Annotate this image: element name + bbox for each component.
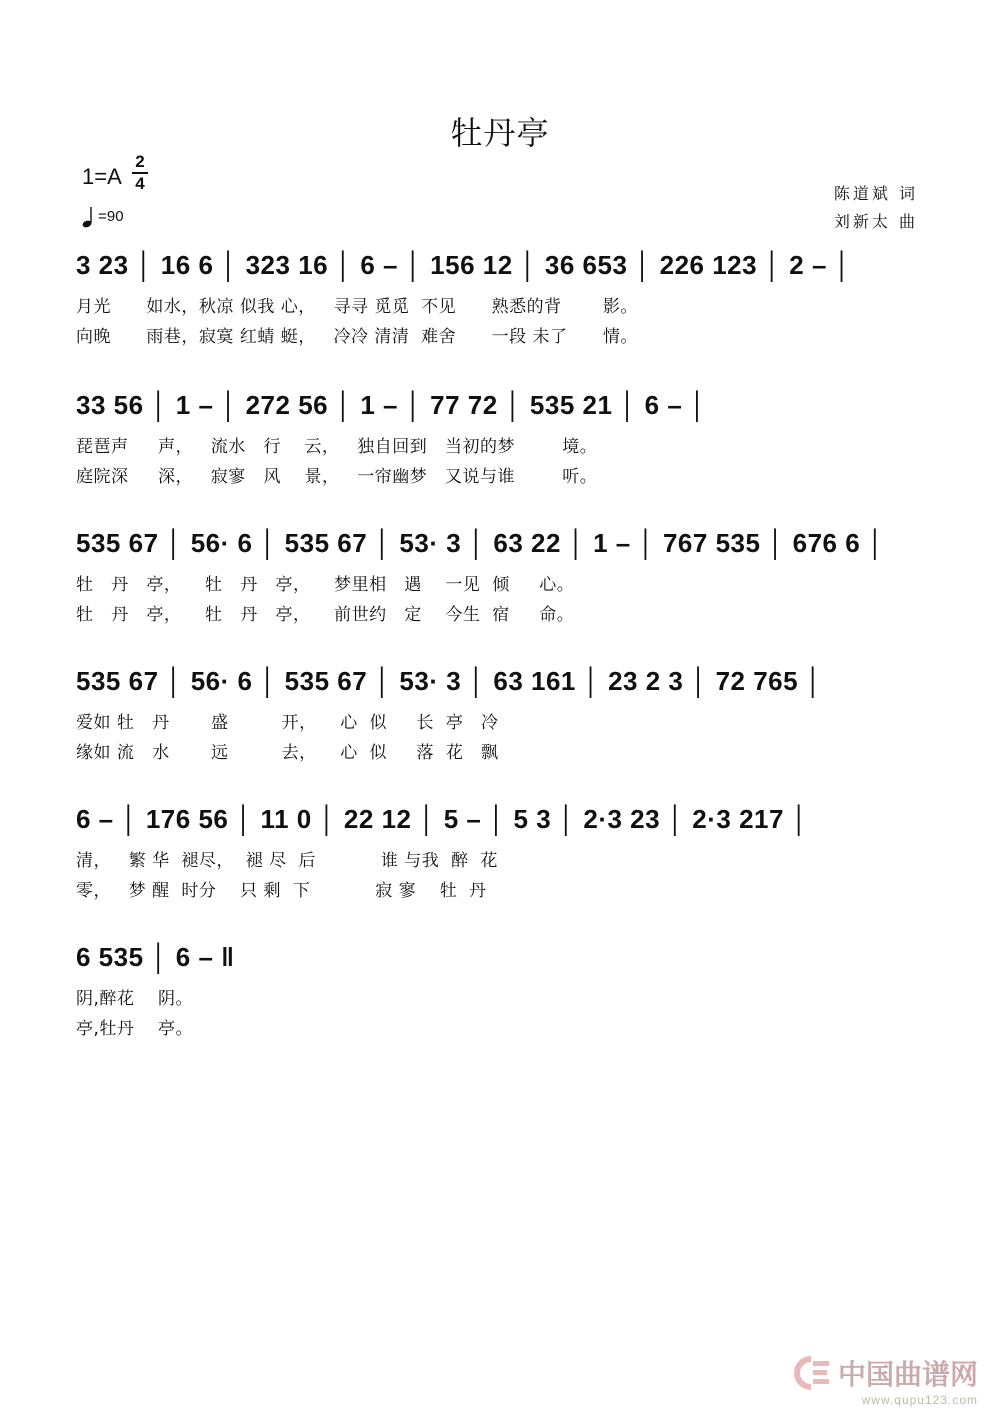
lyrics-verse-1: 爱如 牡 丹 盛 开， 心 似 长 亭 冷 bbox=[76, 713, 499, 733]
lyrics-verse-2: 庭院深 深， 寂寥 风 景， 一帘幽梦 又说与谁 听。 bbox=[76, 467, 598, 487]
score-system-6 bbox=[72, 942, 932, 1042]
watermark-text: 中国曲谱网 bbox=[837, 1358, 978, 1391]
key-signature: 1=A bbox=[82, 164, 122, 189]
score-system-2 bbox=[72, 390, 932, 490]
quarter-note-icon bbox=[82, 206, 94, 228]
lyrics-verse-1: 月光 如水，秋凉 似我 心， 寻寻 觅觅 不见 熟悉的背 影。 bbox=[76, 297, 638, 317]
lyrics-verse-1: 清， 繁 华 褪尽， 褪 尽 后 谁 与我 醉 花 bbox=[76, 851, 498, 871]
time-signature bbox=[130, 152, 150, 194]
meter-bottom: 4 bbox=[135, 174, 145, 193]
lyrics-verse-1: 牡 丹 亭， 牡 丹 亭， 梦里相 遇 一见 倾 心。 bbox=[76, 575, 575, 595]
notation-line: 6 535 │ 6 – ‖ bbox=[76, 942, 235, 972]
page-title: 牡丹亭 bbox=[450, 114, 550, 152]
score-system-3 bbox=[72, 528, 932, 628]
lyrics-verse-2: 零， 梦 醒 时分 只 剩 下 寂 寥 牡 丹 bbox=[76, 881, 487, 901]
composer: 刘新太 曲 bbox=[833, 212, 918, 231]
lyrics-verse-2: 向晚 雨巷，寂寞 红蜻 蜓， 冷冷 清清 难舍 一段 未了 情。 bbox=[76, 327, 638, 347]
lyrics-verse-2: 牡 丹 亭， 牡 丹 亭， 前世约 定 今生 宿 命。 bbox=[76, 605, 575, 625]
meter-top: 2 bbox=[135, 152, 145, 171]
score-system-1 bbox=[72, 250, 932, 350]
lyrics-verse-1: 琵琶声 声， 流水 行 云， 独自回到 当初的梦 境。 bbox=[76, 437, 598, 457]
lyricist: 陈道斌 词 bbox=[833, 184, 918, 203]
lyrics-verse-1: 阴,醉花 阴。 bbox=[76, 989, 194, 1009]
site-logo-icon bbox=[789, 1355, 833, 1391]
tempo-value: =90 bbox=[98, 207, 124, 225]
notation-line: 6 – │ 176 56 │ 11 0 │ 22 12 │ 5 – │ 5 3 │ 2·3 23 │ 2·3 217 │ bbox=[76, 804, 809, 834]
score-system-4 bbox=[72, 666, 932, 766]
notation-line: 3 23 │ 16 6 │ 323 16 │ 6 – │ 156 12 │ 36 653 │ 226 123 │ 2 – │ bbox=[76, 250, 852, 280]
lyrics-verse-2: 缘如 流 水 远 去， 心 似 落 花 飘 bbox=[76, 743, 499, 763]
notation-line: 535 67 │ 56· 6 │ 535 67 │ 53· 3 │ 63 22 │ 1 – │ 767 535 │ 676 6 │ bbox=[76, 528, 885, 558]
notation-line: 33 56 │ 1 – │ 272 56 │ 1 – │ 77 72 │ 535 21 │ 6 – │ bbox=[76, 390, 707, 420]
credits bbox=[834, 180, 918, 236]
score-system-5 bbox=[72, 804, 932, 904]
lyrics-verse-2: 亭,牡丹 亭。 bbox=[76, 1019, 194, 1039]
notation-line: 535 67 │ 56· 6 │ 535 67 │ 53· 3 │ 63 161 │ 23 2 3 │ 72 765 │ bbox=[76, 666, 823, 696]
watermark bbox=[789, 1353, 978, 1407]
tempo-marking bbox=[82, 206, 124, 228]
watermark-url: www.qupu123.com bbox=[861, 1393, 978, 1407]
